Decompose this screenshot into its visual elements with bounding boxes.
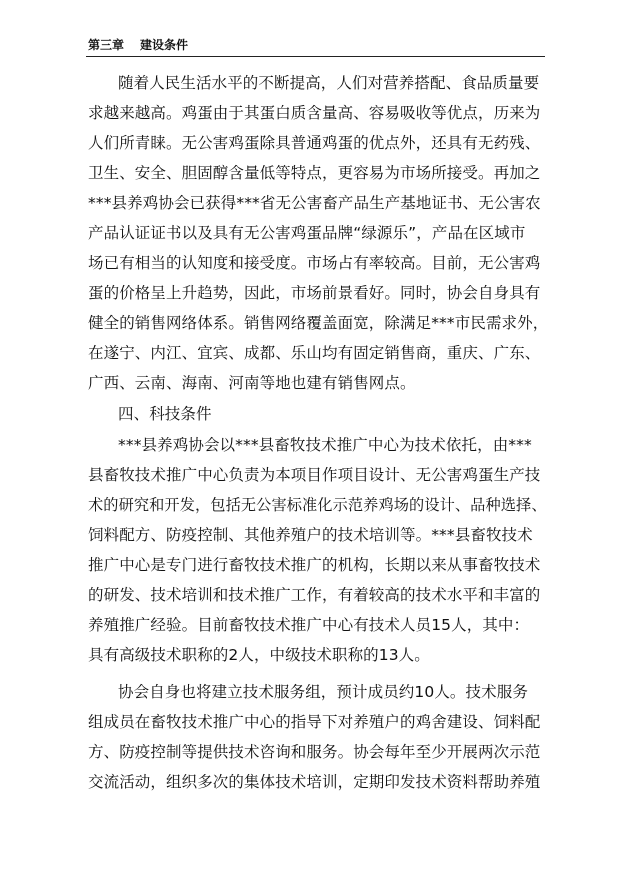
- text-line: 求越来越高。鸡蛋由于其蛋白质含量高、容易吸收等优点，历来为: [88, 104, 541, 122]
- text-line: 组成员在畜牧技术推广中心的指导下对养殖户的鸡舍建设、饲料配: [88, 713, 541, 731]
- text-line: 饲料配方、防疫控制、其他养殖户的技术培训等。***县畜牧技术: [88, 526, 533, 544]
- text-line: 人们所青睐。无公害鸡蛋除具普通鸡蛋的优点外，还具有无药残、: [88, 134, 541, 152]
- header-title: 建设条件: [140, 38, 189, 52]
- header-chapter: 第三章: [88, 38, 125, 52]
- section-heading: 四、科技条件: [118, 405, 212, 423]
- text-line: 随着人民生活水平的不断提高，人们对营养搭配、食品质量要: [118, 74, 540, 92]
- text-line: 蛋的价格呈上升趋势，因此，市场前景看好。同时，协会自身具有: [88, 284, 541, 302]
- text-line: 推广中心是专门进行畜牧技术推广的机构，长期以来从事畜牧技术: [88, 556, 541, 574]
- text-line: 场已有相当的认知度和接受度。市场占有率较高。目前，无公害鸡: [88, 254, 541, 272]
- text-line: 县畜牧技术推广中心负责为本项目作项目设计、无公害鸡蛋生产技: [88, 466, 541, 484]
- text-line: 方、防疫控制等提供技术咨询和服务。协会每年至少开展两次示范: [88, 743, 541, 761]
- text-line: 具有高级技术职称的2人，中级技术职称的13人。: [88, 646, 430, 664]
- text-line: ***县养鸡协会已获得***省无公害畜产品生产基地证书、无公害农: [88, 194, 541, 212]
- text-line: 卫生、安全、胆固醇含量低等特点，更容易为市场所接受。再加之: [88, 164, 541, 182]
- running-header: [88, 37, 188, 53]
- text-line: 健全的销售网络体系。销售网络覆盖面宽，除满足***市民需求外，: [88, 314, 549, 332]
- text-line: 养殖推广经验。目前畜牧技术推广中心有技术人员15人，其中：: [88, 616, 530, 634]
- text-line: 的研发、技术培训和技术推广工作，有着较高的技术水平和丰富的: [88, 586, 541, 604]
- text-line: 在遂宁、内江、宜宾、成都、乐山均有固定销售商，重庆、广东、: [88, 344, 541, 362]
- text-line: 产品认证证书以及具有无公害鸡蛋品牌“绿源乐”，产品在区域市: [88, 224, 526, 242]
- text-line: 协会自身也将建立技术服务组，预计成员约10人。技术服务: [118, 683, 528, 701]
- text-line: 术的研究和开发，包括无公害标准化示范养鸡场的设计、品种选择、: [88, 496, 547, 514]
- text-line: 交流活动，组织多次的集体技术培训，定期印发技术资料帮助养殖: [88, 773, 541, 791]
- text-line: 广西、云南、海南、河南等地也建有销售网点。: [88, 374, 416, 392]
- text-line: ***县养鸡协会以***县畜牧技术推广中心为技术依托，由***: [118, 436, 532, 454]
- header-rule: [86, 56, 545, 57]
